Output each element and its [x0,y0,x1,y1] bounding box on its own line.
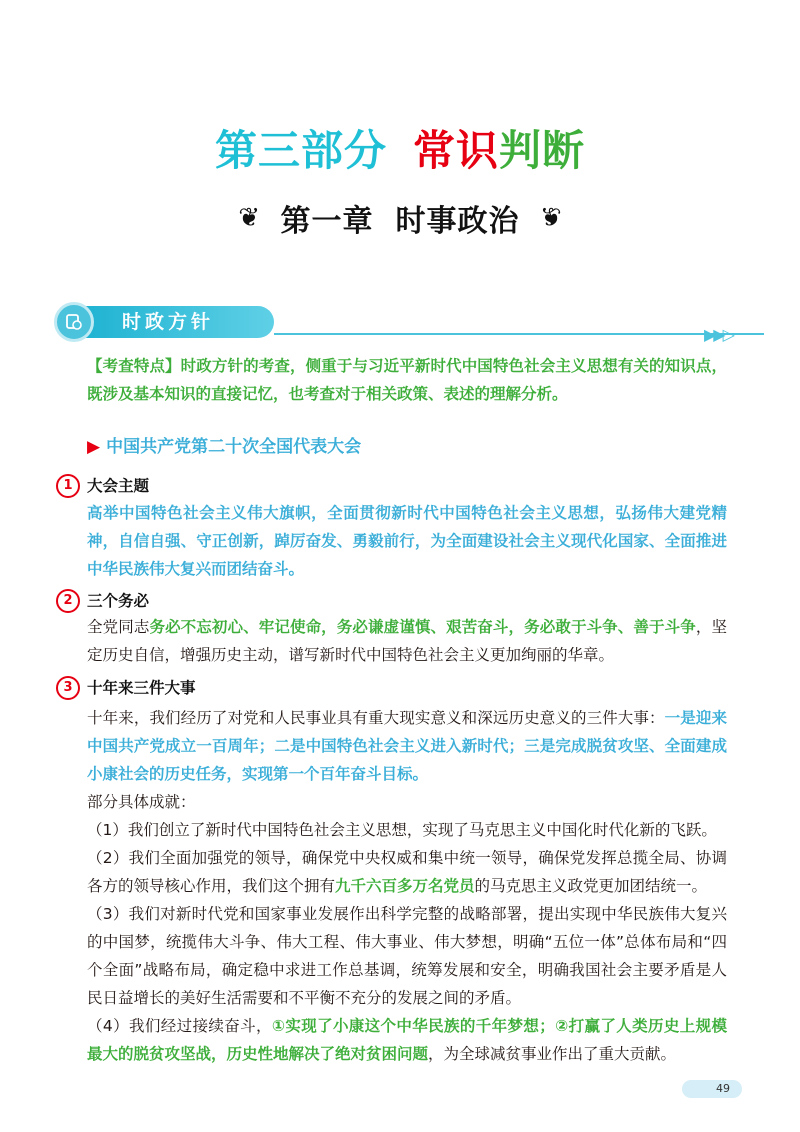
achievement-2: （2）我们全面加强党的领导，确保党中央权威和集中统一领导，确保党发挥总揽全局、协调各方的领导核心作用，我们这个拥有九千六百多万名党员的马克思主义政党更加团结统一。 [87,849,727,895]
number-badge-1: 1 [56,474,80,498]
triangle-icon: ▶ [87,437,101,457]
item-title-2: 三个务必 [87,592,150,610]
feature-text: 【考查特点】时政方针的考查，侧重于与习近平新时代中国特色社会主义思想有关的知识点，既涉及基本知识的直接记忆，也考查对于相关政策、表述的理解分析。 [87,357,727,403]
part-title-number: 第三部分 [214,126,387,175]
page-number: 49 [682,1080,742,1098]
section-banner [54,302,744,342]
item-body-2: 全党同志务必不忘初心、牢记使命，务必谦虚谨慎、艰苦奋斗，务必敢于斗争、善于斗争，坚定历史自信，增强历史主动，谱写新时代中国特色社会主义更加绚丽的华章。 [87,618,727,664]
ornament-right-icon: ❦ [539,203,562,233]
subheading [87,432,361,457]
highlight-text: 务必不忘初心、牢记使命，务必谦虚谨慎、艰苦奋斗，务必敢于斗争、善于斗争 [149,618,696,636]
chapter-number: 第一章 [280,204,374,239]
item-title-3: 十年来三件大事 [87,679,196,697]
part-title [0,118,800,178]
number-badge-3: 3 [56,676,80,700]
arrows-icon: ▶▶▷ [704,325,732,344]
part-title-word-1: 常识 [412,126,499,175]
section-circle [54,302,94,342]
ornament-left-icon: ❦ [238,203,261,233]
achievements-label: 部分具体成就： [87,793,196,811]
item-title-1: 大会主题 [87,477,150,495]
achievement-4: （4）我们经过接续奋斗，①实现了小康这个中华民族的千年梦想；②打赢了人类历史上规模最大的脱贫攻坚战，历史性地解决了绝对贫困问题，为全球减贫事业作出了重大贡献。 [87,1017,727,1063]
section-title: 时政方针 [84,306,274,338]
achievement-3: （3）我们对新时代党和国家事业发展作出科学完整的战略部署，提出实现中华民族伟大复兴的中国梦，统揽伟大斗争、伟大工程、伟大事业、伟大梦想，明确“五位一体”总体布局和“四个全面”战略布局，确定稳中求进工作总基调，统筹发展和安全，明确我国社会主要矛盾是人民日益增长的美好生活需要和不平衡不充分的发展之间的矛盾。 [87,905,727,1007]
section-line [274,333,764,335]
number-badge-2: 2 [56,589,80,613]
achievement-1: （1）我们创立了新时代中国特色社会主义思想，实现了马克思主义中国化时代化新的飞跃。 [87,821,717,839]
chapter-name: 时事政治 [395,204,520,239]
subheading-text: 中国共产党第二十次全国代表大会 [106,437,362,457]
document-icon [65,313,83,331]
highlight-text: 一是迎来中国共产党成立一百周年；二是中国特色社会主义进入新时代；三是完成脱贫攻坚、全面建成小康社会的历史任务，实现第一个百年奋斗目标。 [87,709,727,783]
part-title-word-2: 判断 [499,126,586,175]
highlight-text: 九千六百多万名党员 [335,877,475,895]
chapter-title [0,196,800,240]
item-body-3: 十年来，我们经历了对党和人民事业具有重大现实意义和深远历史意义的三件大事：一是迎来中国共产党成立一百周年；二是中国特色社会主义进入新时代；三是完成脱贫攻坚、全面建成小康社会的历史任务，实现第一个百年奋斗目标。 [87,709,727,783]
item-body-1: 高举中国特色社会主义伟大旗帜，全面贯彻新时代中国特色社会主义思想，弘扬伟大建党精神，自信自强、守正创新，踔厉奋发、勇毅前行，为全面建设社会主义现代化国家、全面推进中华民族伟大复兴而团结奋斗。 [87,504,727,578]
highlight-text: ①实现了小康这个中华民族的千年梦想；②打赢了人类历史上规模最大的脱贫攻坚战，历史性地解决了绝对贫困问题 [87,1017,727,1063]
